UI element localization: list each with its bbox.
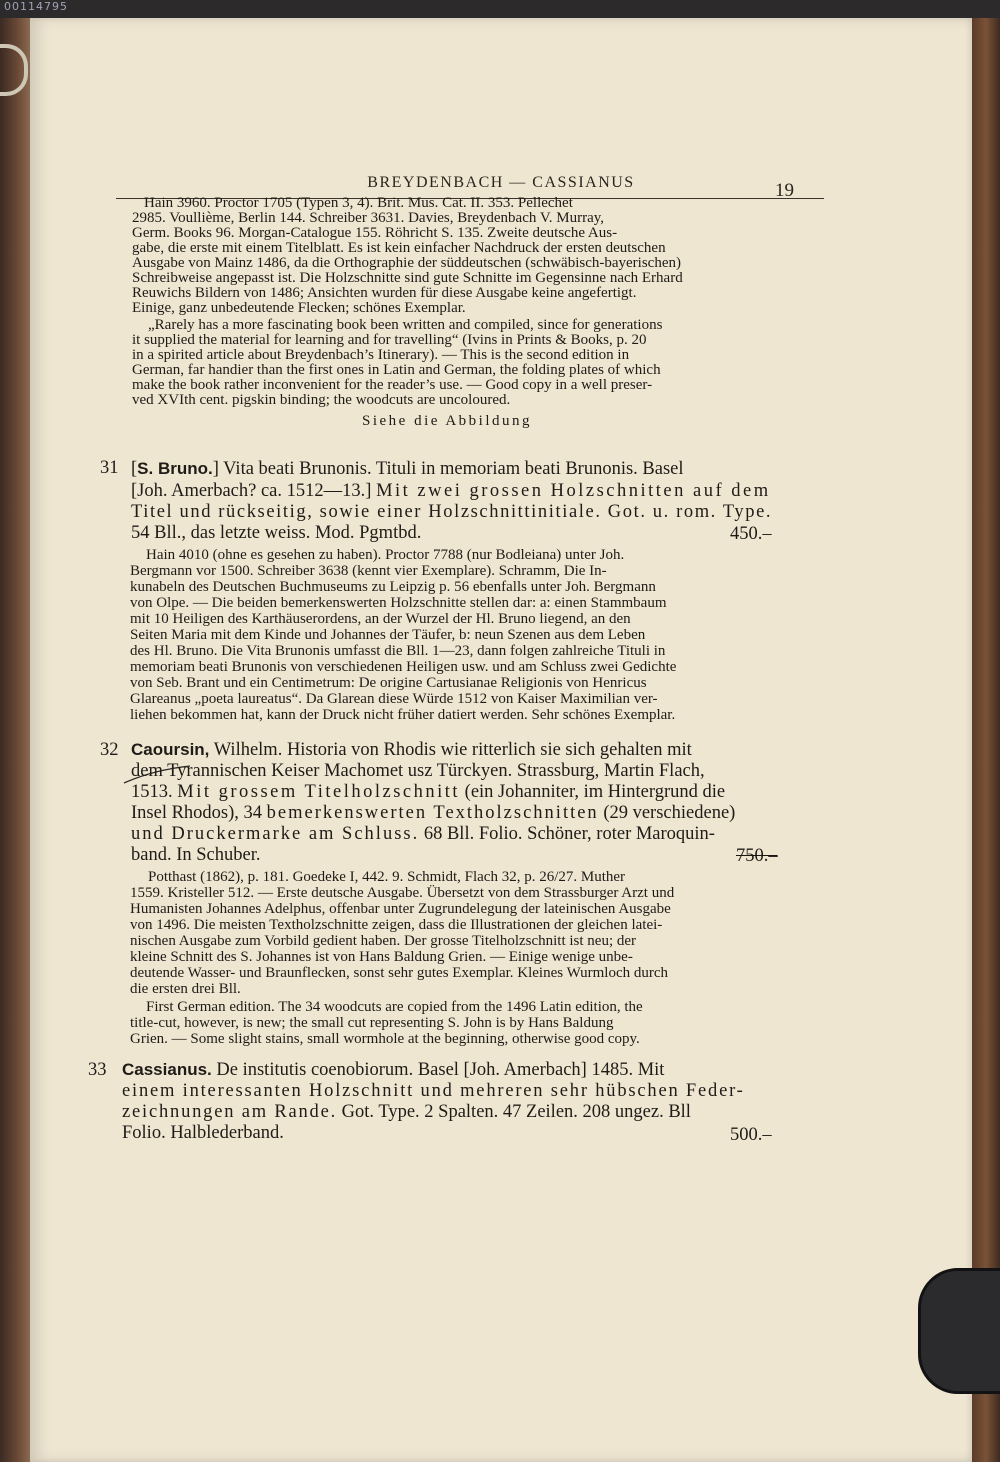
page-number: 19 (775, 180, 794, 201)
bookmark-ring-icon (0, 44, 28, 96)
note-line: nischen Ausgabe zum Vorbild gedient haben. Der grosse Titelholzschnitt ist neu; der (130, 933, 637, 949)
book-cover-left (0, 18, 30, 1462)
book-fore-edge (972, 18, 1000, 1462)
catalog-page (30, 18, 972, 1462)
entry-body-line: 54 Bll., das letzte weiss. Mod. Pgmtbd. (131, 523, 422, 543)
running-title: BREYDENBACH — CASSIANUS (367, 174, 635, 191)
entry-author: Cassianus. (122, 1060, 212, 1079)
bracket: [ (131, 459, 138, 479)
note-line: mit 10 Heiligen des Karthäuserordens, an der Wurzel der Hl. Bruno liegend, an den (130, 611, 631, 627)
note-line: Glareanus „poeta laureatus“. Da Glarean diese Würde 1512 von Kaiser Maximilian ver- (130, 691, 658, 707)
note-line: von Olpe. — Die beiden bemerkenswerten Holzschnitte stellen dar: a: einen Stammbaum (130, 595, 667, 611)
entry-body-line: band. In Schuber. (131, 845, 261, 865)
entry-title: ] Vita beati Brunonis. Tituli in memoriam beati Brunonis. Basel (212, 459, 684, 479)
entry-number: 33 (88, 1060, 107, 1080)
note-line: gabe, die erste mit einem Titelblatt. Es ist kein einfacher Nachdruck der ersten deutschen (132, 240, 666, 256)
entry-body-line (131, 804, 735, 822)
note-line: „Rarely has a more fascinating book been written and compiled, since for generations (148, 317, 663, 333)
entry-author: Caoursin, (131, 740, 210, 759)
note-line: Einige, ganz unbedeutende Flecken; schönes Exemplar. (132, 300, 466, 316)
note-line: Seiten Maria mit dem Kinde und Johannes der Täufer, b: neun Szenen aus dem Leben (130, 627, 646, 643)
note-line: Germ. Books 96. Morgan-Catalogue 155. Röhricht S. 135. Zweite deutsche Aus- (132, 225, 618, 241)
entry-body-line: Folio. Halblederband. (122, 1123, 284, 1143)
note-line: Hain 3960. Proctor 1705 (Typen 3, 4). Brit. Mus. Cat. II. 353. Pellechet (144, 195, 573, 211)
note-line: Schreibweise angepasst ist. Die Holzschnitte sind gute Schnitte im Gegensinne nach Erhard (132, 270, 683, 286)
entry-price: 500.– (730, 1125, 772, 1145)
note-line: make the book rather inconvenient for the reader’s use. — Good copy in a well preser- (132, 377, 653, 393)
entry-title: De institutis coenobiorum. Basel [Joh. Amerbach] 1485. Mit (216, 1060, 665, 1080)
note-line: Reuwichs Bildern von 1486; Ansichten wurden für diese Ausgabe keine angefertigt. (132, 285, 637, 301)
note-line: Grien. — Some slight stains, small wormhole at the beginning, otherwise good copy. (130, 1031, 640, 1047)
note-line: 2985. Voullième, Berlin 144. Schreiber 3631. Davies, Breydenbach V. Murray, (132, 210, 605, 226)
note-line: title-cut, however, is new; the small cut representing S. John is by Hans Baldung (130, 1015, 614, 1031)
entry-title: Wilhelm. Historia von Rhodis wie ritterlich sie sich gehalten mit (213, 740, 692, 760)
plain-text: (ein Johanniter, im Hintergrund die (464, 782, 726, 802)
entry-price: 450.– (730, 524, 772, 544)
year: 1513. (131, 782, 173, 802)
book-clip (918, 1268, 1000, 1394)
entry-body-line (122, 1103, 691, 1121)
note-line: kleine Schnitt des S. Johannes ist von Hans Baldung Grien. — Einige wenige unbe- (130, 949, 633, 965)
entry-heading-line (131, 460, 684, 478)
entry-number: 31 (100, 458, 119, 478)
plain-text: (29 verschiedene) (603, 803, 736, 823)
note-line: die ersten drei Bll. (130, 981, 241, 997)
entry-price: 750.– (736, 846, 778, 866)
spaced-text: bemerkenswerten Textholzschnitten (266, 803, 599, 823)
note-line: Hain 4010 (ohne es gesehen zu haben). Proctor 7788 (nur Bodleiana) unter Joh. (146, 547, 625, 563)
spaced-text: zeichnungen am Rande. (122, 1102, 338, 1122)
note-line: ved XVIth cent. pigskin binding; the woodcuts are uncoloured. (132, 392, 511, 408)
note-line: von 1496. Die meisten Textholzschnitte zeigen, dass die Illustrationen der gleichen latei- (130, 917, 663, 933)
note-line: Ausgabe von Mainz 1486, da die Orthographie der süddeutschen (schwäbisch-bayerischen) (132, 255, 681, 271)
note-line: 1559. Kristeller 512. — Erste deutsche Ausgabe. Übersetzt von dem Strassburger Arzt und (130, 885, 675, 901)
note-line: liehen bekommen hat, kann der Druck nicht früher datiert werden. Sehr schönes Exemplar. (130, 707, 676, 723)
imprint: [Joh. Amerbach? ca. 1512—13.] (131, 481, 372, 501)
spaced-text: Mit zwei grossen Holzschnitten auf dem (376, 481, 771, 501)
note-line: deutende Wasser- und Braunflecken, sonst sehr gutes Exemplar. Kleines Wurmloch durch (130, 965, 669, 981)
note-line: Bergmann vor 1500. Schreiber 3638 (kennt vier Exemplare). Schramm, Die In- (130, 563, 607, 579)
entry-heading-line (131, 741, 692, 759)
entry-author: S. Bruno. (137, 459, 213, 478)
note-line: First German edition. The 34 woodcuts are copied from the 1496 Latin edition, the (146, 999, 643, 1015)
spaced-text: Mit grossem Titelholzschnitt (177, 782, 461, 802)
entry-body-line (131, 825, 715, 843)
entry-body-line: einem interessanten Holzschnitt und mehreren sehr hübschen Feder- (122, 1081, 745, 1101)
note-line: kunabeln des Deutschen Buchmuseums zu Leipzig p. 56 ebenfalls unter Joh. Bergmann (130, 579, 656, 595)
entry-number: 32 (100, 740, 119, 760)
plain-text: Insel Rhodos), 34 (131, 803, 263, 823)
entry-body-line: dem Tyrannischen Keiser Machomet usz Türckyen. Strassburg, Martin Flach, (131, 761, 705, 781)
spaced-text: und Druckermarke am Schluss. (131, 824, 420, 844)
note-line: memoriam beati Brunonis von verschiedenen Heiligen usw. und am Schluss zwei Gedichte (130, 659, 677, 675)
note-line: Humanisten Johannes Adelphus, offenbar unter Zugrundelegung der lateinischen Ausgabe (130, 901, 671, 917)
note-line: Potthast (1862), p. 181. Goedeke I, 442. 9. Schmidt, Flach 32, p. 26/27. Muther (148, 869, 626, 885)
entry-body-line (131, 783, 725, 801)
plain-text: Got. Type. 2 Spalten. 47 Zeilen. 208 ungez. Bll (341, 1102, 691, 1122)
see-illustration: Siehe die Abbildung (362, 413, 532, 429)
entry-body-line (131, 482, 771, 500)
entry-heading-line (122, 1061, 664, 1079)
entry-body-line: Titel und rückseitig, sowie einer Holzschnittinitiale. Got. u. rom. Type. (131, 502, 773, 522)
scan-top-strip (0, 0, 1000, 18)
plain-text: Schöner, roter Maroquin- (527, 824, 715, 844)
note-line: in a spirited article about Breydenbach’s Itinerary). — This is the second edition in (132, 347, 630, 363)
catalog-tag: 00114795 (4, 0, 68, 13)
note-line: it supplied the material for learning and for travelling“ (Ivins in Prints & Books, p. 20 (132, 332, 647, 348)
plain-text: 68 Bll. Folio. (423, 824, 523, 844)
note-line: German, far handier than the first ones in Latin and German, the folding plates of which (132, 362, 661, 378)
note-line: des Hl. Bruno. Die Vita Brunonis umfasst die Bll. 1—23, dann folgen zahlreiche Tituli in (130, 643, 666, 659)
note-line: von Seb. Brant und ein Centimetrum: De origine Cartusianae Religionis von Henricus (130, 675, 647, 691)
